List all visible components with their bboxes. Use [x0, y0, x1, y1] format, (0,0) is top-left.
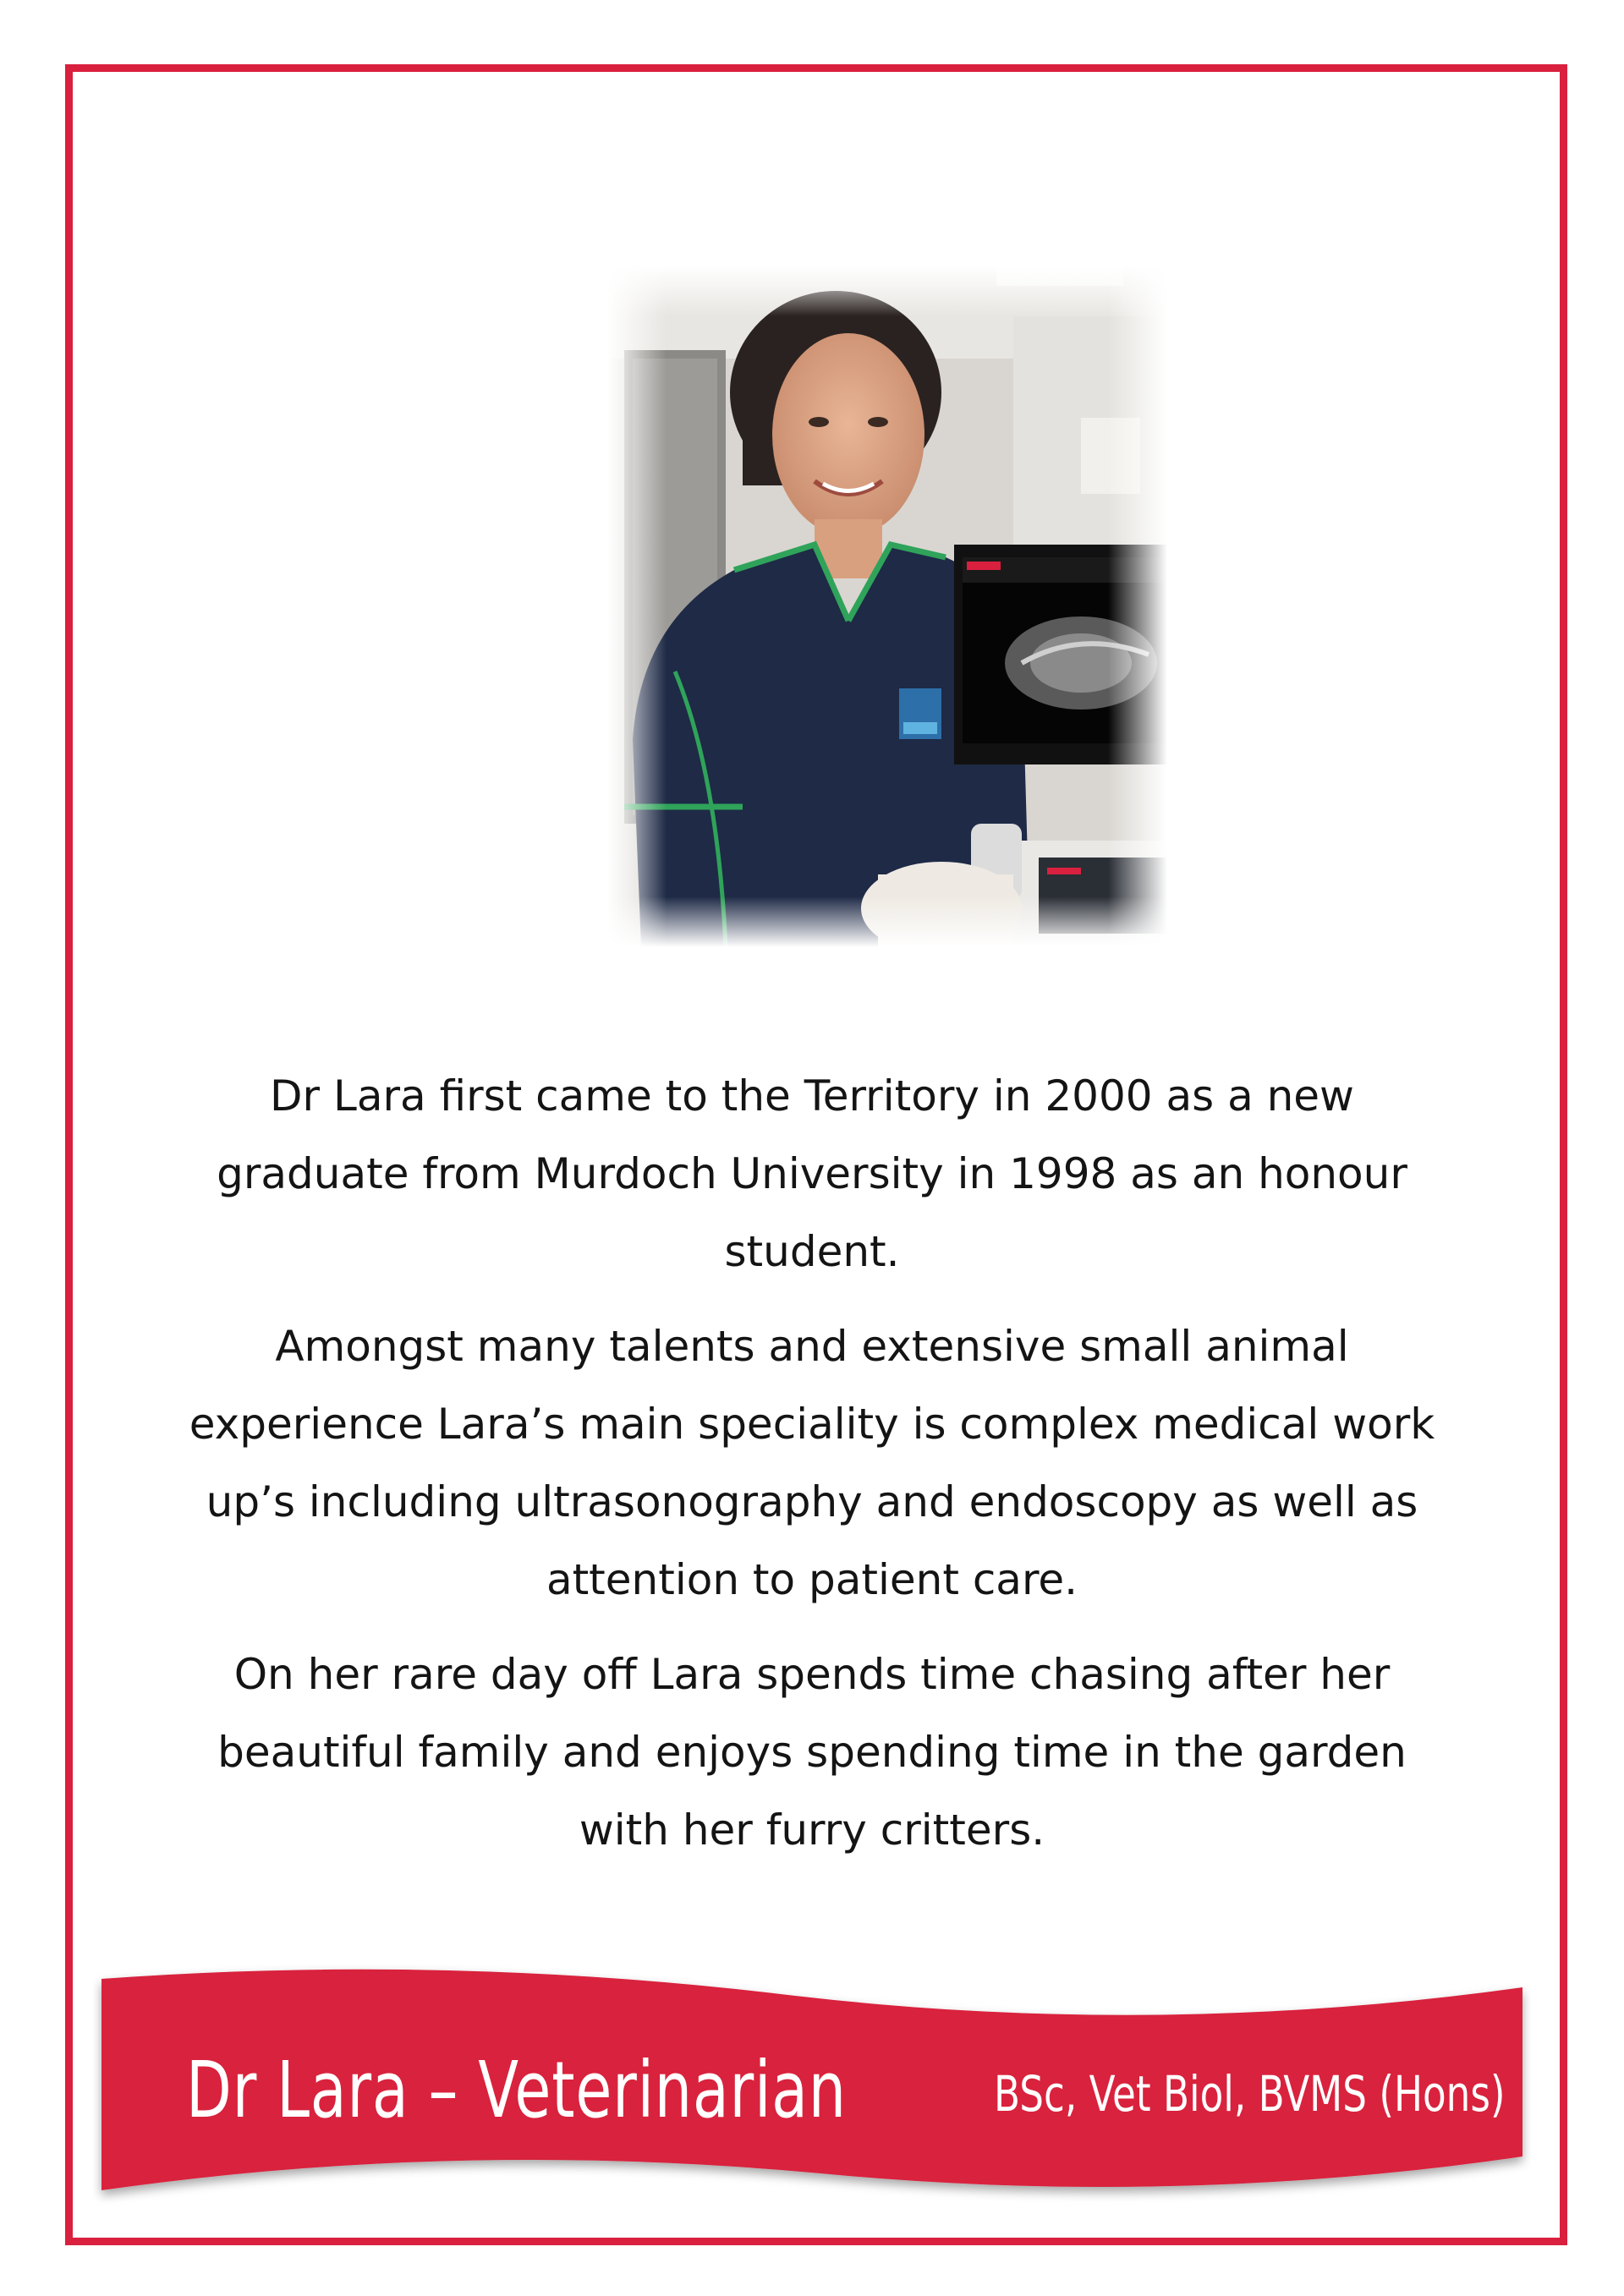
banner-qualifications: BSc, Vet Biol, BVMS (Hons)	[994, 2065, 1506, 2123]
banner-name-title: Dr Lara – Veterinarian	[186, 2045, 847, 2135]
bio-paragraph-2: Amongst many talents and extensive small animal experience Lara’s main speciality is complex medical work up’s including ultrasonography and endoscopy as well as attention to patient care.	[189, 1322, 1435, 1604]
name-banner	[93, 1962, 1531, 2207]
bio-paragraph-3: On her rare day off Lara spends time chasing after her beautiful family and enjoys spending time in the garden with her furry critters.	[217, 1650, 1407, 1855]
profile-photo	[607, 266, 1167, 947]
bio-text	[169, 1057, 1455, 1886]
bio-paragraph-1: Dr Lara first came to the Territory in 2000 as a new graduate from Murdoch University in 1998 as an honour student.	[217, 1071, 1407, 1276]
